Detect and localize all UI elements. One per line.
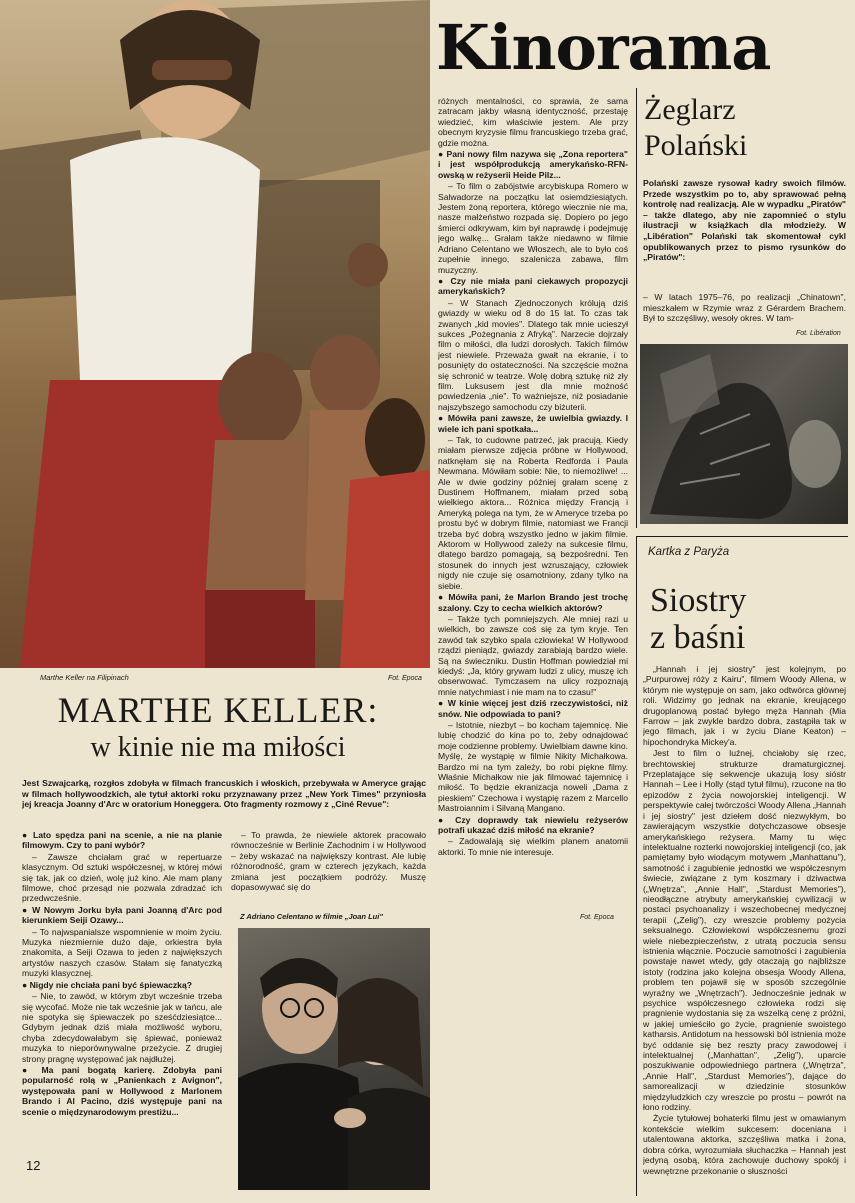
interview-answer: – To film o zabójstwie arcybiskupa Romero w Salwadorze na początku lat osiemdziesiątych. Jestem żoną reportera, którego wiecznie nie ma, nasze małżeństwo rozpada się. Dopiero po jego śmierci odkrywam, kim był naprawdę i podejmuję jego walkę... Grałam także niedawno w filmie Adriano Celentano we Włoszech, ale to było coś zupełnie innego, szalenicza zabawa, film muzyczny. xyxy=(438,181,628,275)
interview-answer: – Tak, to cudowne patrzeć, jak pracują. Kiedy miałam pierwsze zdjęcia próbne w Hollywood, natknęłam się na Roberta Redforda i Paula Newmana. Mówiłam sobie: Nie, to niemożliwe! ... Ale w dwie godziny później grałam scenę z Dustinem Hoffmanem, miałam przed sobą wielkiego aktora... Różnica między Francją i Ameryką polega na tym, że w Ameryce trzeba po prostu być w dobrym filmie, natomiast we Francji trzeba być dobrą wszystko jedno w jakim filmie. Aktorom w Hollywood zależy na sukcesie filmu, dlatego bardzo pomagają, są bezpośredni. Ten stosunek do innych jest wzruszający, człowiek nigdy nie czuje się osamotniony, zdany tylko na siebie. xyxy=(438,435,628,591)
section-divider xyxy=(636,536,848,537)
photo-illustration xyxy=(640,344,848,524)
interview-answer: – To prawda, że niewiele aktorek pracowało równocześnie w Berlinie Zachodnim i w Hollywood – żeby wskazać na największy kontrast. Ale lubię różnorodność, gram w czterech językach, każda zmiana jest początkiem podróży. Muszę dopasowywać się do xyxy=(231,830,426,893)
interview-question: ● Lato spędza pani na scenie, a nie na planie filmowym. Czy to pani wybór? xyxy=(22,830,222,851)
photo-keller-celentano xyxy=(238,928,430,1190)
section-label: Kartka z Paryża xyxy=(648,546,730,558)
interview-answer: – Zadowalają się wielkim planem anatomii aktorki. To mnie nie interesuje. xyxy=(438,836,628,857)
siostry-paragraph: „Hannah i jej siostry" jest kolejnym, po „Purpurowej róży z Kairu", filmem Woody Allena, w którym nie występuje on sam, jako odtwórca głównej roli. Widzimy go jednak na ekranie, kreującego drugoplanową postać byłego męża Hannah (Mia Farrow – jak zwykle bardzo dobra, zastąpiła tak w jego filmach, jak i w życiu Diane Keaton) – hipochondryka Mickey'a. xyxy=(643,664,846,747)
polanski-title-line2: Polański xyxy=(644,129,748,162)
interview-question: ● Mówiła pani zawsze, że uwielbia gwiazdy. I wiele ich pani spotkała... xyxy=(438,413,628,434)
siostry-paragraph: Życie tytułowej bohaterki filmu jest w omawianym kontekście wielkim sukcesem: doceniana i utalentowana aktorka, szczęśliwa matka i żona, dobra córka, wyrozumiała słuchaczka – Hannah jest jedyną osobą, która zachowuje duchowy spokój i wewnętrzne przekonanie o słuszności xyxy=(643,1113,846,1176)
interview-question: ● Nigdy nie chciała pani być śpiewaczką? xyxy=(22,980,222,990)
photo1-credit: Fot. Epoca xyxy=(388,675,422,682)
article-column-2 xyxy=(231,830,426,906)
page-number: 12 xyxy=(26,1158,41,1173)
interview-answer: – Istotnie, niezbyt – bo kocham tajemnicę. Nie lubię chodzić do kina po to, żeby odnajdować moje codzienne problemy. Uwielbiam dawne kino. Myślę, że wystąpię w filmie Nikity Michałkowa. Bardzo mi na tym zależy, bo robi piękne filmy. Właśnie Michałkow nie jak filmować tajemnicę i miłość. To będzie ekranizacja noweli „Dama z pieskiem" Czechowa i wystąpię razem z Marcello Mastroiannim i Silvaną Mangano. xyxy=(438,719,628,814)
polanski-drawing xyxy=(640,344,848,524)
article-subtitle: w kinie nie ma miłości xyxy=(90,732,346,763)
photo-illustration xyxy=(238,928,430,1190)
interview-question: ● Czy nie miała pani ciekawych propozycji amerykańskich? xyxy=(438,276,628,297)
interview-question: ● W kinie więcej jest dziś rzeczywistości, niż snów. Nie odpowiada to pani? xyxy=(438,698,628,719)
siostry-column xyxy=(643,664,846,1192)
interview-answer: różnych mentalności, co sprawia, że sama zatracam jakby własną identyczność, przestaję wiedzieć, kim właściwie jestem. Ale przy obecnym kryzysie filmu francuskiego trzeba grać, gdzie można. xyxy=(438,96,628,148)
article-column-1 xyxy=(22,830,222,1155)
article-title: MARTHE KELLER: xyxy=(57,690,379,730)
photo2-caption: Z Adriano Celentano w filmie „Joan Lui" xyxy=(240,912,383,921)
interview-question: ● Mówiła pani, że Marlon Brando jest trochę szalony. Czy to cecha wielkich aktorów? xyxy=(438,592,628,613)
photo2-credit: Fot. Epoca xyxy=(580,914,614,921)
masthead: Kinorama xyxy=(436,11,771,84)
article-column-3 xyxy=(438,96,628,911)
column-divider xyxy=(636,536,637,1196)
interview-question: ● Czy doprawdy tak niewielu reżyserów potrafi ukazać dziś miłość na ekranie? xyxy=(438,815,628,836)
polanski-body: – W latach 1975–76, po realizacji „Chinatown", mieszkałem w Rzymie wraz z Gérardem Brachem. Był to szczęśliwy, wesoły okres. W tam- xyxy=(643,292,846,324)
interview-question: ● Pani nowy film nazywa się „Zona reportera" i jest współprodukcją amerykańsko-RFN-owską w reżyserii Heide Pilz... xyxy=(438,149,628,180)
photo-illustration xyxy=(0,0,430,668)
siostry-title xyxy=(650,582,850,656)
interview-answer: – Także tych pomniejszych. Ale mniej razi u wielkich, bo zawsze coś się za tym kryje. Ten zawód tak szybko spala człowieka! W Hollywood rządzi pieniądz, gwiazdy zarabiają bardzo wiele. Są na świeczniku. Dustin Hoffman powiedział mi kiedyś: „Ja, który grywam ludzi z ulicy, muszę ich obserwować. Tymczasem na ulicy rozpoznają mnie natychmiast i nie mam na to czasu!" xyxy=(438,613,628,697)
polanski-lead: Polański zawsze rysował kadry swoich filmów. Przede wszystkim po to, aby sprawować pełną kontrolę nad realizacją. Ale w wypadku „Piratów" – także dlatego, aby nie zapomnieć o stylu ilustracji w książkach dla młodzieży. W „Libération" Polański tak skomentował cykl opublikowanych przez to pismo rysunków do „Piratów": xyxy=(643,178,846,263)
polanski-title-line1: Żeglarz xyxy=(644,93,736,126)
siostry-title-line2: z baśni xyxy=(650,619,746,656)
siostry-paragraph: Jest to film o luźnej, chciałoby się rzec, brechtowskiej strukturze dramaturgicznej. Przeplatające się sekwencje ukazują losy sióstr Hannah – Lee i Holly (stąd tytuł filmu), rzucone na tło epizodów z życia nowojorskiej inteligencji. W perspektywie całej twórczości Woody Allena „Hannah i jej siostry" jest dziełem dość niezwykłym, bo zawierającym wszystkie dotychczasowe obsesje amerykańskiego reżysera. Mamy tu więc intelektualne rozterki nowojorskiej inteligencji (co, jak pamiętamy było wiodącym motywem „Manhattanu"), samotność i zagubienie jednostki we współczesnym świecie, związane z tym koszmary i dziwactwa („Wnętrza", „Annie Hall", „Stardust Memories"), nieodłączne atrybuty amerykańskiej cywilizacji w postaci psychoanalizy i wszechobecnej medycznej terapii („Zelig"), czy wreszcie problemy pożycia seksualnego. Człowiekowi współczesnemu grozi wiele niebezpieczeństw, z utratą poczucia sensu istnienia włącznie. Poczucie samotności i zagubienia powstaje nawet wtedy, gdy otaczają go najbliższe istoty (rodzina jako kolejna obsesja Woody Allena, problem ten pojawił się w sposób szczególnie wyraźny we „Wnętrzach"). Jednocześnie jednak w psychice współczesnego człowieka rodzi się pragnienie wydostania się za wszelką cenę z próżni, w jakiej umieściło go życie, pragnienie swoistego katharsis. Antidotum na hessowski ból istnienia może być oddanie się bez reszty pracy zawodowej i intelektualnej („Manhattan", „Zelig"), uparcie poszukiwanie odpowiedniego partnera („Wnętrza", „Annie Hall", „Stardust Memories"), dające do samorealizacji w dziedzinie stosunków międzyludzkich czy wreszcie po prostu – powrót na łono rodziny. xyxy=(643,748,846,1113)
polanski-title xyxy=(644,92,844,164)
article-lead: Jest Szwajcarką, rozgłos zdobyła w filmach francuskich i włoskich, przebywała w Ameryce grając w filmach hollywoodzkich, ale tytuł aktorki roku przyznawany przez „New York Times" przyniosła jej kreacja Joanny d'Arc w oratorium Honeggera. Oto fragmenty rozmowy z „Ciné Revue": xyxy=(22,778,426,810)
interview-answer: – W Stanach Zjednoczonych królują dziś gwiazdy w wieku od 8 do 15 lat. To czas tak zwanych „kid movies". Dlatego tak mnie ucieszył sukces „Pożegnania z Afryką". Narzecie dojrzały film o miłości, dla ludzi dorosłych. Takich filmów jest niewiele. Przeważa gwałt na ekranie, i to posunięty do ostateczności. Na szczęście można się schronić w teatrze. Wolę dobrą sztukę niż zły film. Luksusem jest dla mnie możność powiedzenia „nie". To ważniejsze, niż posiadanie najszybszego samochodu czy biżuterii. xyxy=(438,297,628,412)
column-divider xyxy=(636,88,637,528)
interview-question: ● W Nowym Jorku była pani Joanną d'Arc pod kierunkiem Seiji Ozawy... xyxy=(22,905,222,926)
polanski-credit: Fot. Libération xyxy=(796,330,841,337)
siostry-title-line1: Siostry xyxy=(650,582,747,619)
interview-question: ● Ma pani bogatą karierę. Zdobyła pani popularność rolą w „Panienkach z Avignon", występowała pani w Hollywood z Marlonem Brando i Al Pacino, dziś występuje pani na scenie o międzynarodowym prestiżu... xyxy=(22,1065,222,1117)
interview-answer: – To najwspanialsze wspomnienie w moim życiu. Muzyka niezmiernie dużo daje, orkiestra była znakomita, a Seiji Ozawa to jeden z największych artystów naszych czasów. Stałam się fanatyczką muzyki klasycznej. xyxy=(22,926,222,979)
photo1-caption: Marthe Keller na Filipinach xyxy=(40,673,129,682)
interview-answer: – Nie, to zawód, w którym zbyt wcześnie trzeba się wycofać. Może nie tak wcześnie jak w tańcu, ale nie spotyka się śpiewaczek po sześćdziesiątce... Gdybym jednak dziś miała możliwość wyboru, chyba zdecydowałabym się śpiewać, ponieważ muzyka to nieporównywalne przeżycie. Z drugiej strony pragnę występować jak najdłużej. xyxy=(22,991,222,1064)
interview-answer: – Zawsze chciałam grać w repertuarze klasycznym. Od sztuki współczesnej, w której mówi się tak, jak co dzień, wolę już kino. Ale mam plany filmowe, choć przesąd nie pozwala zdradzać ich przedwcześnie. xyxy=(22,851,222,904)
photo-marthe-keller-philippines xyxy=(0,0,430,668)
